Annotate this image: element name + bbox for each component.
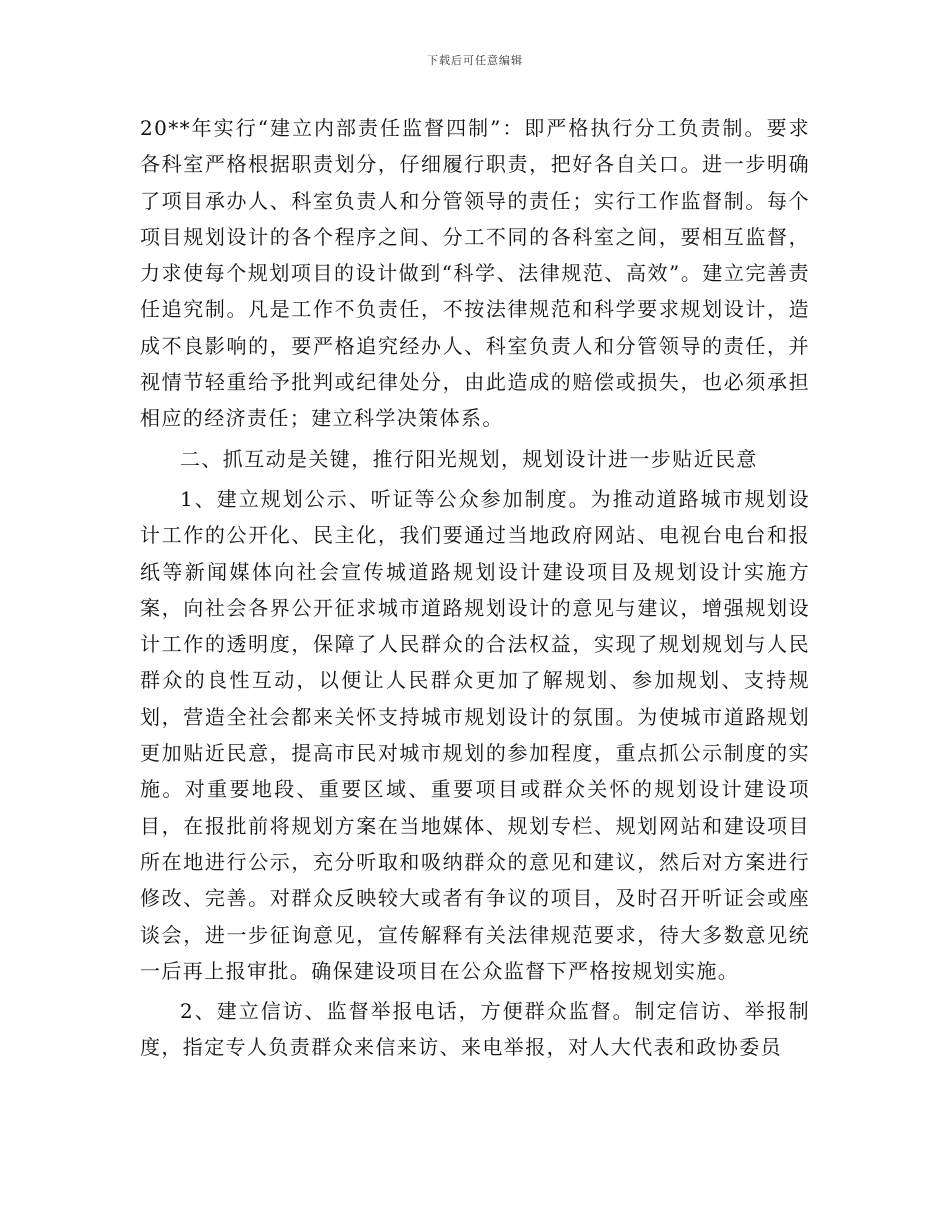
section-heading-two: 二、抓互动是关键，推行阳光规划，规划设计进一步贴近民意: [180, 446, 758, 471]
paragraph-petition-hotline: 2、建立信访、监督举报电话，方便群众监督。制定信访、举报制度，指定专人负责群众来信来访、来电举报，对人大代表和政协委员: [140, 999, 810, 1060]
paragraph-responsibility-system: 20**年实行“建立内部责任监督四制”：即严格执行分工负责制。要求各科室严格根据职责划分，仔细履行职责，把好各自关口。进一步明确了项目承办人、科室负责人和分管领导的责任；实行工作监督制。每个项目规划设计的各个程序之间、分工不同的各科室之间，要相互监督，力求使每个规划项目的设计做到“科学、法律规范、高效”。建立完善责任追究制。凡是工作不负责任，不按法律规范和科学要求规划设计，造成不良影响的，要严格追究经办人、科室负责人和分管领导的责任，并视情节轻重给予批判或纪律处分，由此造成的赔偿或损失，也必须承担相应的经济责任；建立科学决策体系。: [140, 116, 810, 431]
page-header: 下载后可任意编辑: [427, 54, 523, 67]
paragraph-public-participation: 1、建立规划公示、听证等公众参加制度。为推动道路城市规划设计工作的公开化、民主化，我们要通过当地政府网站、电视台电台和报纸等新闻媒体向社会宣传城道路规划设计建设项目及规划设计实施方案，向社会各界公开征求城市道路规划设计的意见与建议，增强规划设计工作的透明度，保障了人民群众的合法权益，实现了规划规划与人民群众的良性互动，以便让人民群众更加了解规划、参加规划、支持规划，营造全社会都来关怀支持城市规划设计的氛围。为使城市道路规划更加贴近民意，提高市民对城市规划的参加程度，重点抓公示制度的实施。对重要地段、重要区域、重要项目或群众关怀的规划设计建设项目，在报批前将规划方案在当地媒体、规划专栏、规划网站和建设项目所在地进行公示，充分听取和吸纳群众的意见和建议，然后对方案进行修改、完善。对群众反映较大或者有争议的项目，及时召开听证会或座谈会，进一步征询意见，宣传解释有关法律规范要求，待大多数意见统一后再上报审批。确保建设项目在公众监督下严格按规划实施。: [140, 486, 810, 983]
document-body: [140, 110, 810, 1066]
